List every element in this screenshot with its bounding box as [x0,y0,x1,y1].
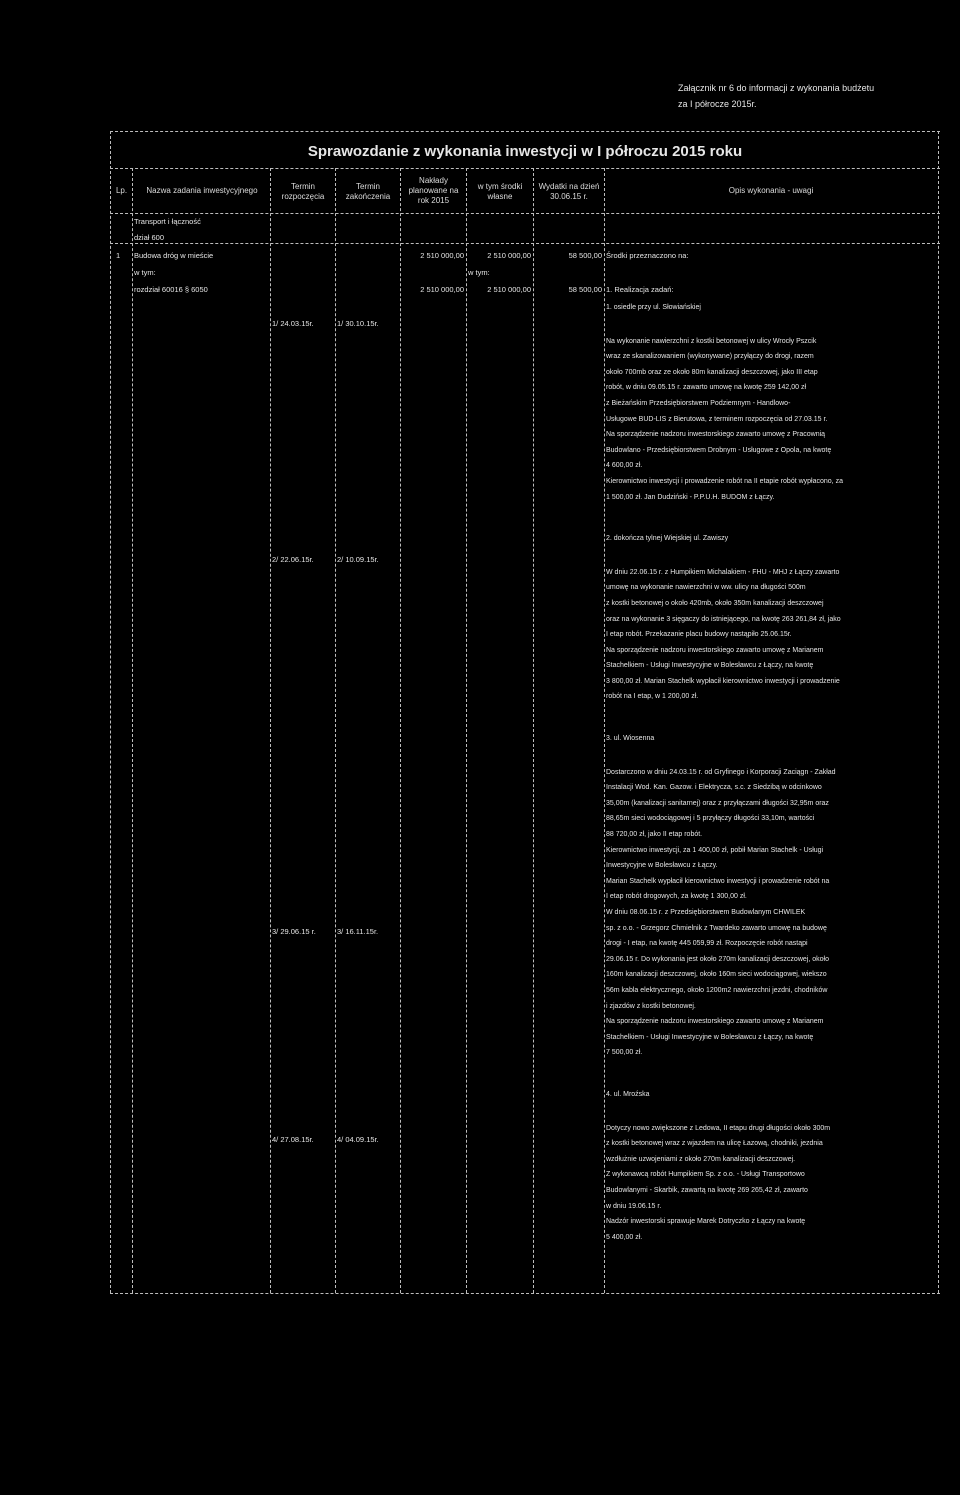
description-line: 4 600,00 zł. [606,462,643,470]
description-column [606,300,936,1245]
description-line: sp. z o.o. - Grzegorz Chmielnik z Twardeko zawarto umowę na budowę [606,924,827,932]
page-title: Sprawozdanie z wykonania inwestycji w I półroczu 2015 roku [307,143,743,160]
date-end-2: 2/ 10.09.15r. [337,555,379,564]
description-line: 88,65m sieci wodociągowej i 5 przyłączy długości 33,10m, wartości [606,815,815,823]
description-line: Na wykonanie nawierzchni z kostki betonowej w ulicy Wrocły Pszcik [606,337,817,345]
description-line: 88 720,00 zł, jako II etap robót. [606,831,703,839]
description-line: Usługowe BUD-LIS z Bierutowa, z terminem rozpoczęcia od 27.03.15 r. [606,415,828,423]
header-planned: Nakłady planowane na rok 2015 [408,176,459,205]
description-line: umowę na wykonanie nawierzchni w ww. ulicy na długości 500m [606,584,806,592]
row-spent: 58 500,00 [568,251,602,260]
description-line: drogi - I etap, na kwotę 445 059,99 zł. Rozpoczęcie robót nastąpi [606,940,808,948]
frame-top [110,131,940,132]
description-line: Instalacji Wod. Kan. Gazow. i Elektrycza, s.c. z Siedzibą w odcinkowo [606,784,822,792]
description-line: robót na I etap, w 1 200,00 zł. [606,693,699,701]
header-own-funds: w tym środki własne [477,182,523,201]
description-line: I etap robót. Przekazanie placu budowy nastąpiło 25.06.15r. [606,631,792,639]
description-line: Kierownictwo inwestycji i prowadzenie robót na II etapie robót wypłacono, za [606,477,843,485]
header-description: Opis wykonania - uwagi [728,186,814,195]
description-line: 1 500,00 zł. Jan Dudziński - P.P.U.H. BUDOM z Łączy. [606,493,775,501]
description-line: oraz na wykonanie 3 sięgaczy do istniejącego, na kwotę 263 261,84 zł, jako [606,615,841,623]
description-line: około 700mb oraz ze około 80m kanalizacji deszczowej, jako III etap [606,368,818,376]
date-start-1: 1/ 24.03.15r. [272,319,314,328]
task1-title: 1. osiedle przy ul. Słowiańskiej [606,304,701,311]
col-sep-4 [400,168,401,1293]
section-dzial: dział 600 [134,233,165,242]
description-line: Dotyczy nowo zwiększone z Ledowa, II etapu drugi długości około 300m [606,1124,831,1132]
row-own: 2 510 000,00 [487,251,531,260]
attachment-note-line2: za I półrocze 2015r. [678,99,757,109]
date-start-3: 3/ 29.06.15 r. [272,927,316,936]
col-sep-3 [335,168,336,1293]
description-line: Na sporządzenie nadzoru inwestorskiego zawarto umowę z Marianem [606,646,824,654]
description-line: wzdłużnie uzwojeniami z około 270m kanalizacji deszczowej. [606,1155,796,1163]
description-line: robót, w dniu 09.05.15 r. zawarto umowę na kwotę 259 142,00 zł [606,384,807,392]
uwagi-realizacja: 1. Realizacja zadań: [606,285,674,294]
description-line: z kostki betonowej o około 420mb, około 350m kanalizacji deszczowej [606,599,824,607]
section-title: Transport i łączność [134,217,201,226]
row-own-wtym: w tym: [468,268,490,277]
description-line: W dniu 22.06.15 r. z Humpikiem Michalakiem - FHU - MHJ z Łączy zawarto [606,568,840,576]
description-line: I etap robót drogowych, za kwotę 1 300,00 zł. [606,893,747,901]
col-sep-7 [604,168,605,1293]
description-line: Marian Stachelk wypłacił kierownictwo inwestycji i prowadzenie robót na [606,877,830,885]
description-line: Inwestycyjne w Bolesławcu z Łączy. [606,862,718,870]
header-top-line [110,168,940,169]
col-sep-6 [533,168,534,1293]
col-sep-2 [270,168,271,1293]
description-line: 3 800,00 zł. Marian Stachelk wypłacił kierownictwo inwestycji i prowadzenie [606,677,840,685]
row-name-rozdzial: rozdział 60016 § 6050 [134,285,208,294]
description-line: 35,00m (kanalizacji sanitarnej) oraz z przyłączami długości 32,95m oraz [606,799,829,807]
frame-bottom [110,1293,940,1294]
header-start: Termin rozpoczęcia [281,182,325,201]
task2-text [606,565,936,705]
task4-title: 4. ul. Mroźska [606,1090,650,1098]
date-end-1: 1/ 30.10.15r. [337,319,379,328]
description-line: w dniu 19.06.15 r. [606,1202,662,1210]
description-line: Budowlano - Przedsiębiorstwem Drobnym - Usługowe z Opola, na kwotę [606,446,832,454]
date-start-4: 4/ 27.08.15r. [272,1135,314,1144]
row-lp: 1 [116,251,121,260]
row-name-wtym: w tym: [134,268,156,277]
description-line: Kierownictwo inwestycji, za 1 400,00 zł, pobił Marian Stachelk - Usługi [606,846,824,854]
task4-text [606,1121,936,1246]
col-sep-5 [466,168,467,1293]
description-line: 5 400,00 zł. [606,1233,643,1241]
row-planned: 2 510 000,00 [420,251,464,260]
task3-title: 3. ul. Wiosenna [606,735,655,743]
header-lp: Lp. [115,186,128,195]
description-line: z Bieżańskim Przedsiębiorstwem Podziemnym - Handlowo- [606,399,791,407]
description-line: wraz ze skanalizowaniem (wykonywane) przyłączy do drogi, razem [606,353,814,361]
task2-title: 2. dokończa tylnej Wiejskiej ul. Zawiszy [606,535,729,543]
description-line: Dostarczono w dniu 24.03.15 r. od Gryfinego i Korporacji Zaciągn - Zakład [606,768,836,776]
rozdzial-planned: 2 510 000,00 [420,285,464,294]
description-line: Budowlanymi - Skarbik, zawartą na kwotę 269 265,42 zł, zawarto [606,1186,808,1194]
task3-text [606,765,936,1061]
header-spent: Wydatki na dzień 30.06.15 r. [538,182,600,201]
header-end: Termin zakończenia [345,182,391,201]
description-line: i zjazdów z kostki betonowej. [606,1002,696,1010]
description-line: 160m kanalizacji deszczowej, około 160m sieci wodociągowej, wiekszo [606,971,827,979]
description-line: z kostki betonowej wraz z wjazdem na ulicę Łazową, chodniki, jezdnia [606,1140,823,1148]
description-line: Z wykonawcą robót Humpikiem Sp. z o.o. - Usługi Transportowo [606,1171,805,1179]
description-line: Na sporządzenie nadzoru inwestorskiego zawarto umowę z Pracownią [606,431,826,439]
date-end-4: 4/ 04.09.15r. [337,1135,379,1144]
attachment-note [678,80,874,112]
rozdzial-own: 2 510 000,00 [487,285,531,294]
row-name: Budowa dróg w mieście [134,251,214,260]
description-line: Nadzór inwestorski sprawuje Marek Dotryczko z Łączy na kwotę [606,1218,806,1226]
description-line: 29.06.15 r. Do wykonania jest około 270m kanalizacji deszczowej, około [606,955,829,963]
description-line: 56m kabla elektrycznego, około 1200m2 nawierzchni jezdni, chodników [606,986,828,994]
date-end-3: 3/ 16.11.15r. [337,927,379,936]
frame-right [938,131,939,1293]
frame-left [110,131,111,1293]
rozdzial-spent: 58 500,00 [568,285,602,294]
attachment-note-line1: Załącznik nr 6 do informacji z wykonania budżetu [678,83,875,93]
task1-text [606,334,936,506]
description-line: Stachelkiem - Usługi Inwestycyjne w Bolesławcu z Łączy, na kwotę [606,662,814,670]
col-sep-1 [132,168,133,1293]
description-line: 7 500,00 zł. [606,1049,643,1057]
description-line: W dniu 08.06.15 r. z Przedsiębiorstwem Budowlanym CHWILEK [606,909,806,916]
date-start-2: 2/ 22.06.15r. [272,555,314,564]
description-line: Na sporządzenie nadzoru inwestorskiego zawarto umowę z Marianem [606,1018,824,1026]
header-name: Nazwa zadania inwestycyjnego [146,186,258,195]
uwagi-intro: Środki przeznaczono na: [606,251,689,260]
description-line: Stachelkiem - Usługi Inwestycyjne w Bolesławcu z Łączy, na kwotę [606,1033,814,1041]
section-line [110,243,940,244]
header-bottom-line [110,213,940,214]
